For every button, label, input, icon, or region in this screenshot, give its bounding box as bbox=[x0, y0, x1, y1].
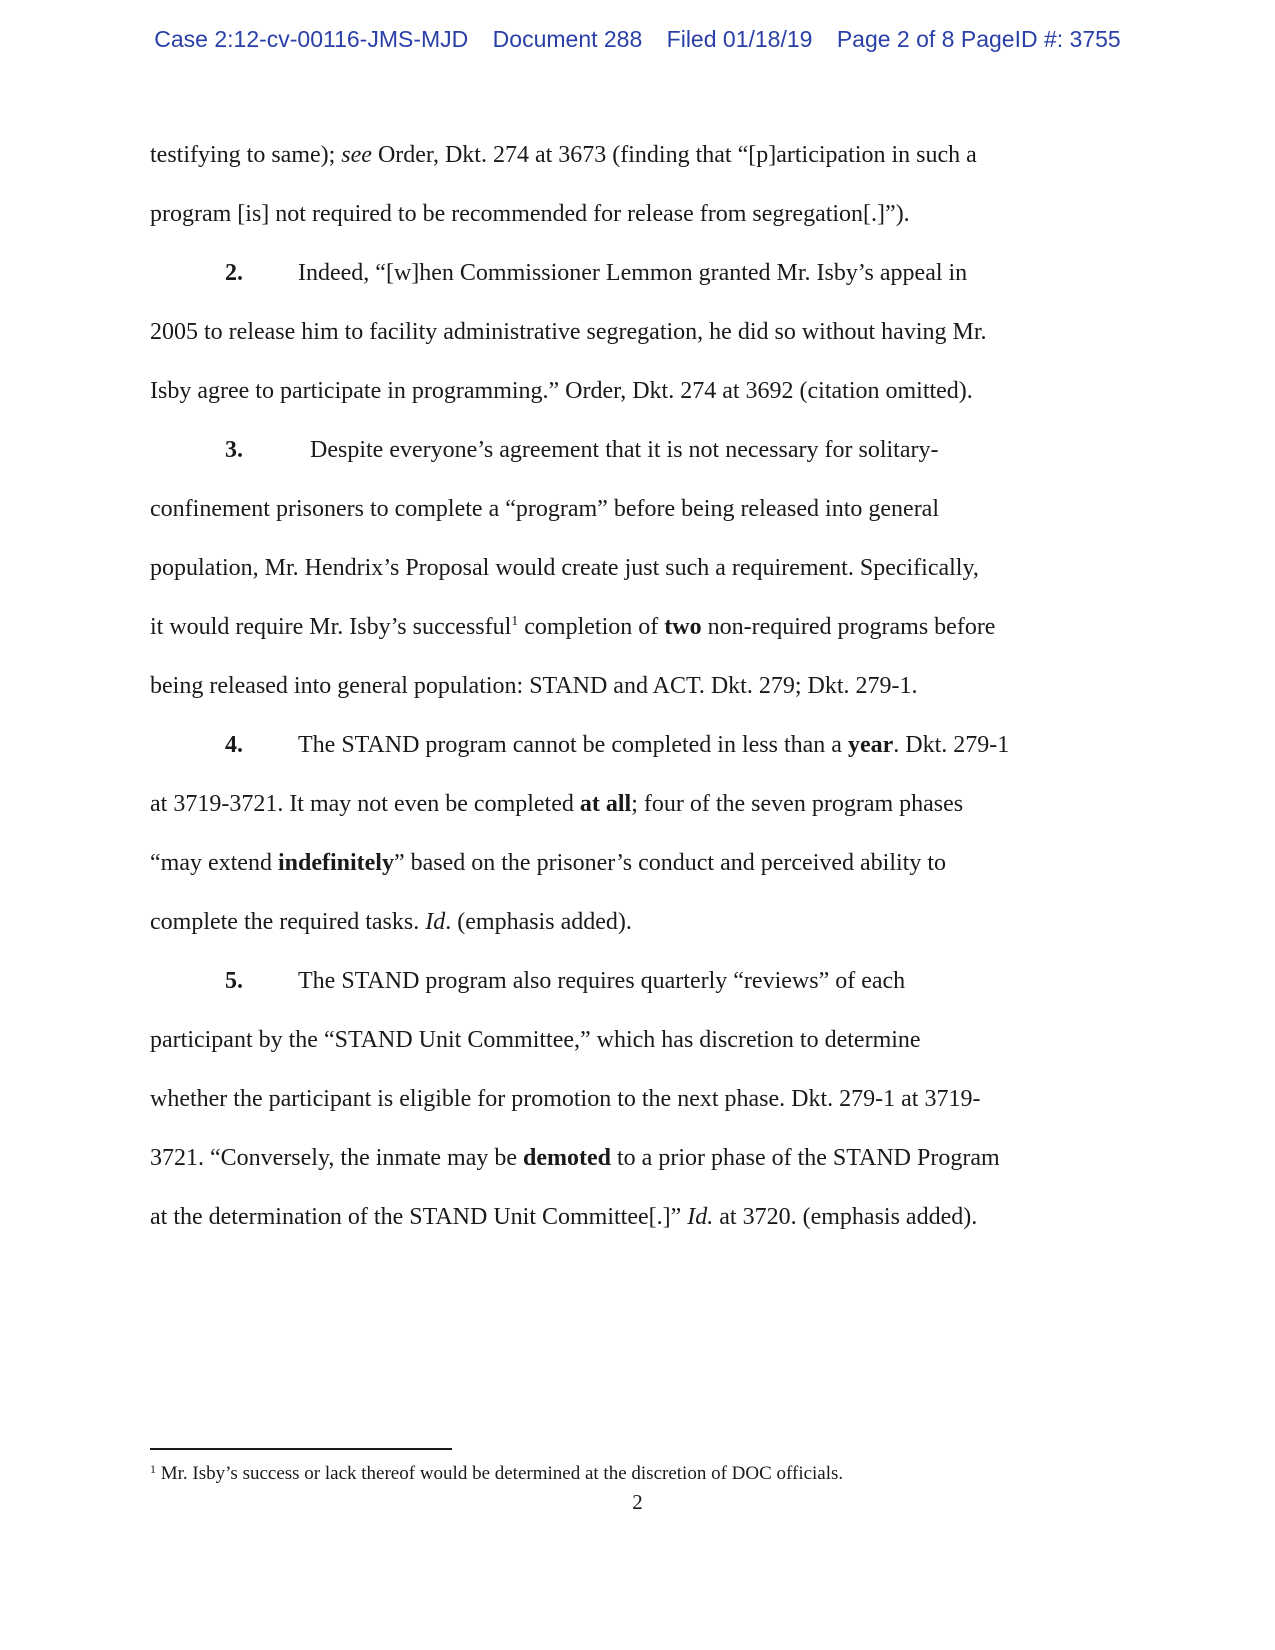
text-line: it would require Mr. Isby’s successful$^1$ completion of two non-required programs before bbox=[150, 614, 996, 640]
text-line: The STAND program also requires quarterly “reviews” of each bbox=[298, 968, 906, 994]
footnote-divider bbox=[150, 1448, 452, 1450]
text-line: 3721. “Conversely, the inmate may be demoted to a prior phase of the STAND Program bbox=[150, 1145, 1000, 1171]
text-line: The STAND program cannot be completed in less than a year. Dkt. 279-1 bbox=[298, 732, 1010, 758]
page-id: Page 2 of 8 PageID #: 3755 bbox=[836, 26, 1121, 52]
text-line: testifying to same); see Order, Dkt. 274 at 3673 (finding that “[p]articipation in such a bbox=[150, 142, 977, 168]
text-line: at the determination of the STAND Unit Committee[.]” Id. at 3720. (emphasis added). bbox=[150, 1204, 978, 1230]
text-line: Indeed, “[w]hen Commissioner Lemmon granted Mr. Isby’s appeal in bbox=[298, 260, 968, 286]
text-line: complete the required tasks. Id. (emphasis added). bbox=[150, 909, 632, 935]
footnote bbox=[150, 1462, 843, 1485]
text-line: “may extend indefinitely” based on the prisoner’s conduct and perceived ability to bbox=[150, 850, 947, 876]
text-line: Despite everyone’s agreement that it is not necessary for solitary- bbox=[310, 437, 939, 463]
text-line: whether the participant is eligible for promotion to the next phase. Dkt. 279-1 at 3719- bbox=[150, 1086, 981, 1112]
text-line: participant by the “STAND Unit Committee,” which has discretion to determine bbox=[150, 1027, 921, 1053]
paragraph-5-number: 5. bbox=[225, 968, 243, 994]
filed-date: Filed 01/18/19 bbox=[666, 26, 813, 52]
footnote-mark: 1 bbox=[150, 1462, 156, 1476]
text-line: Isby agree to participate in programming.” Order, Dkt. 274 at 3692 (citation omitted). bbox=[150, 378, 973, 404]
text-line: 2005 to release him to facility administrative segregation, he did so without having Mr. bbox=[150, 319, 987, 345]
text-line: program [is] not required to be recommended for release from segregation[.]”). bbox=[150, 201, 910, 227]
case-number: Case 2:12-cv-00116-JMS-MJD bbox=[154, 26, 469, 52]
footnote-text: Mr. Isby’s success or lack thereof would be determined at the discretion of DOC officials. bbox=[156, 1463, 844, 1484]
text-line: population, Mr. Hendrix’s Proposal would create just such a requirement. Specifically, bbox=[150, 555, 979, 581]
paragraph-4-number: 4. bbox=[225, 732, 243, 758]
case-header bbox=[0, 26, 1275, 53]
text-line: confinement prisoners to complete a “program” before being released into general bbox=[150, 496, 939, 522]
paragraph-2-number: 2. bbox=[225, 260, 243, 286]
text-line: being released into general population: STAND and ACT. Dkt. 279; Dkt. 279-1. bbox=[150, 673, 918, 699]
text-line: at 3719-3721. It may not even be completed at all; four of the seven program phases bbox=[150, 791, 964, 817]
document-number: Document 288 bbox=[492, 26, 643, 52]
paragraph-3-number: 3. bbox=[225, 437, 243, 463]
footnote-reference[interactable]: 1 bbox=[511, 614, 519, 629]
page-number: 2 bbox=[632, 1490, 643, 1514]
